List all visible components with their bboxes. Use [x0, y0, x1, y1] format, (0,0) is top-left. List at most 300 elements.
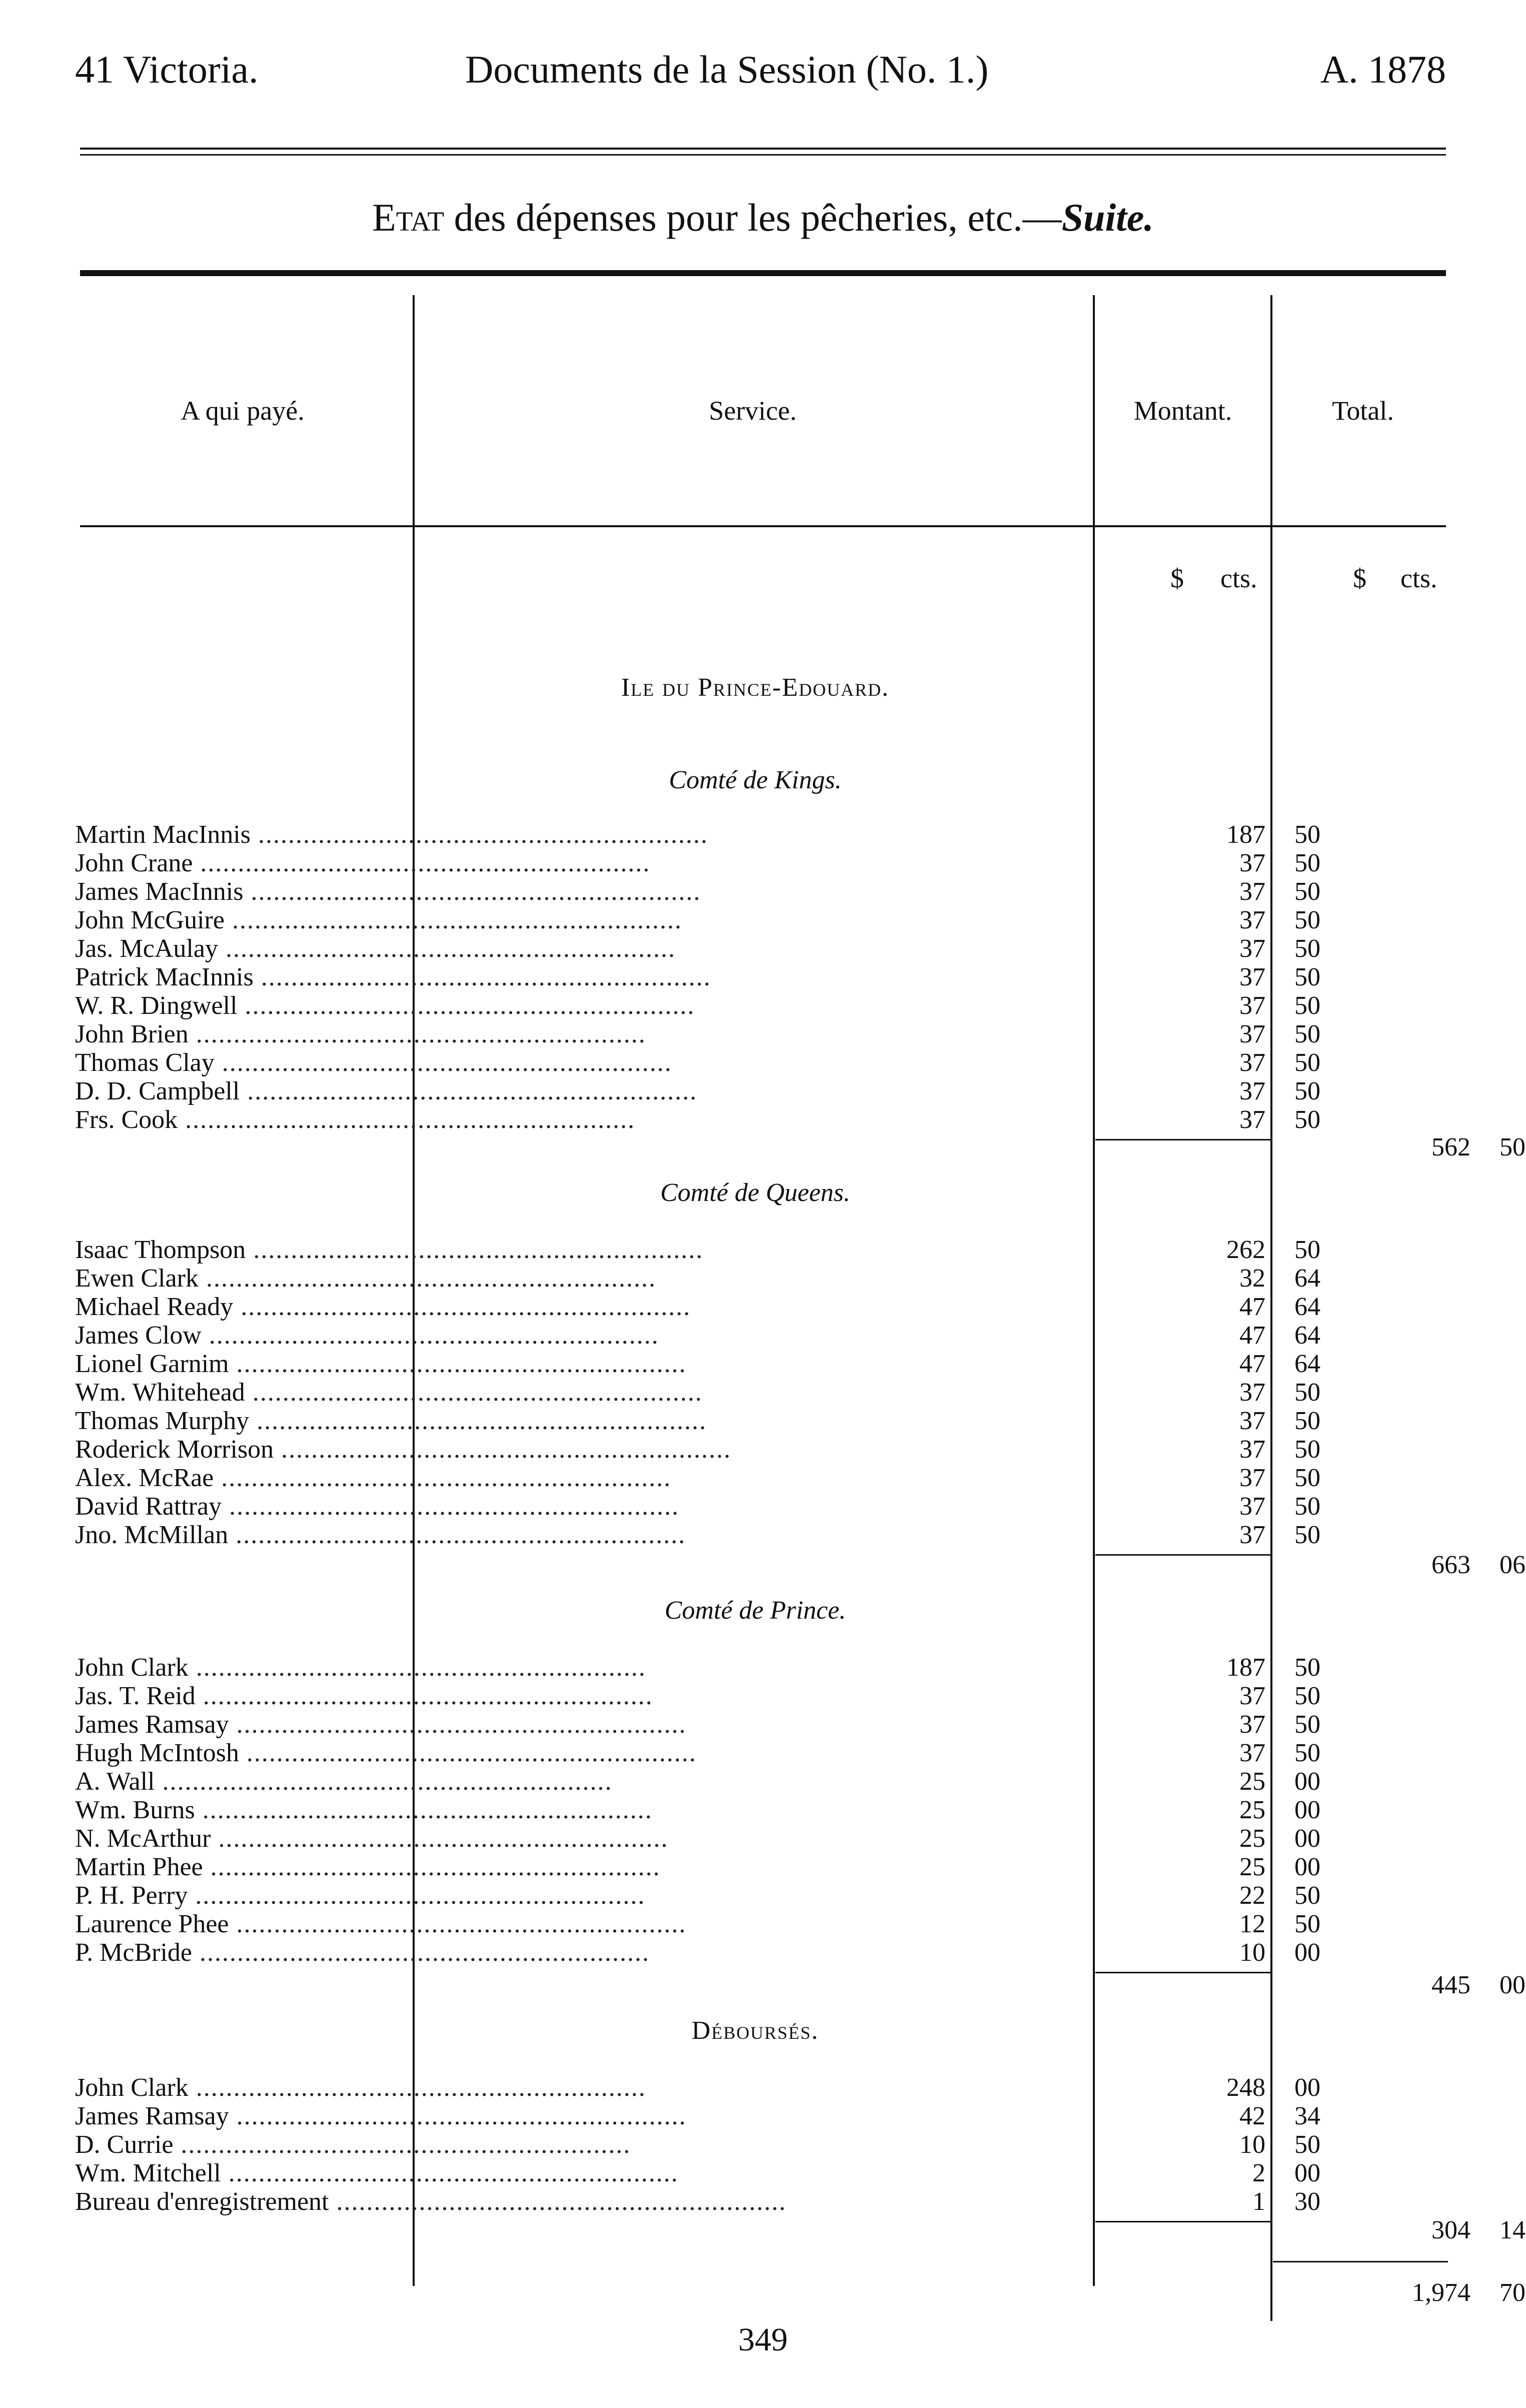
- section-heading: Comté de Prince.: [664, 1596, 846, 1625]
- amount-cents: 64: [1294, 1321, 1320, 1350]
- total-cents: 00: [1499, 1971, 1525, 1999]
- table-row: [75, 1435, 1450, 1464]
- section-total-row: [75, 2216, 1525, 2244]
- table-row: [75, 1492, 1450, 1521]
- header-rule-bottom: [80, 154, 1446, 156]
- section-total: [1340, 1971, 1525, 1999]
- grand-total-row: [75, 2278, 1525, 2307]
- payee-name: Wm. Burns: [75, 1796, 195, 1824]
- payee-name: Laurence Phee: [75, 1910, 229, 1938]
- payee-cell: [75, 963, 711, 991]
- payee-cell: [75, 1020, 646, 1048]
- dot-leader: ............................................................: [211, 1824, 669, 1853]
- payee-cell: [75, 2187, 787, 2216]
- payee-cell: [75, 1464, 672, 1492]
- payee-name: Michael Ready: [75, 1293, 234, 1321]
- amount-cents: 50: [1294, 1710, 1320, 1739]
- payee-cell: [75, 1521, 686, 1549]
- dot-leader: ............................................................: [329, 2187, 787, 2216]
- dot-leader: ............................................................: [193, 849, 651, 877]
- payee-name: P. H. Perry: [75, 1881, 188, 1910]
- total-cents-unit: cts.: [1400, 563, 1437, 593]
- table-row: [75, 1464, 1450, 1492]
- amount-dollars: 25: [1239, 1796, 1265, 1824]
- amount-dollars: 37: [1239, 1492, 1265, 1521]
- amount-dollars: 37: [1239, 1521, 1265, 1549]
- amount-dollars: 37: [1239, 1407, 1265, 1435]
- table-row: [75, 1321, 1450, 1350]
- payee-cell: [75, 1350, 687, 1378]
- table-row: [75, 2130, 1450, 2159]
- dot-leader: ............................................................: [249, 1407, 707, 1435]
- table-row: [75, 877, 1450, 906]
- table-row: [75, 1938, 1450, 1967]
- table-row: [75, 1236, 1450, 1264]
- amount-dollars: 37: [1239, 934, 1265, 963]
- dot-leader: ............................................................: [214, 1464, 672, 1492]
- amount-cell: [1140, 991, 1320, 1020]
- dot-leader: ............................................................: [228, 1521, 686, 1549]
- payee-cell: [75, 1293, 691, 1321]
- table-row: [75, 1105, 1450, 1134]
- dot-leader: ............................................................: [188, 2073, 646, 2102]
- payee-name: James Ramsay: [75, 1710, 229, 1739]
- amount-cents: 50: [1294, 1881, 1320, 1910]
- amount-dollar-unit: $: [1170, 563, 1184, 593]
- dot-leader: ............................................................: [188, 1881, 646, 1910]
- amount-cell: [1140, 1910, 1320, 1938]
- amount-cents: 50: [1294, 1464, 1320, 1492]
- table-row: [75, 1824, 1450, 1853]
- payee-name: A. Wall: [75, 1767, 155, 1796]
- page-number: 349: [738, 2321, 788, 2358]
- table-row: [75, 963, 1450, 991]
- amount-dollars: 37: [1239, 1682, 1265, 1710]
- payee-name: Bureau d'enregistrement: [75, 2187, 329, 2216]
- grand-total-rule: [1273, 2261, 1448, 2262]
- amount-dollars: 37: [1239, 1378, 1265, 1407]
- payee-cell: [75, 1048, 672, 1077]
- amount-dollars: 37: [1239, 1435, 1265, 1464]
- amount-cell: [1140, 934, 1320, 963]
- table-row: [75, 991, 1450, 1020]
- dot-leader: ............................................................: [218, 934, 676, 963]
- dot-leader: ............................................................: [233, 1293, 691, 1321]
- amount-cents: 64: [1294, 1264, 1320, 1293]
- amount-cents: 00: [1294, 2159, 1320, 2187]
- column-head-rule: [80, 525, 1446, 527]
- amount-dollars: 25: [1239, 1824, 1265, 1853]
- amount-cell: [1140, 1321, 1320, 1350]
- dot-leader: ............................................................: [245, 1378, 703, 1407]
- dot-leader: ............................................................: [243, 877, 701, 906]
- payee-cell: [75, 1236, 704, 1264]
- amount-cell: [1140, 1682, 1320, 1710]
- amount-cents: 64: [1294, 1293, 1320, 1321]
- amount-dollars: 10: [1239, 2130, 1265, 2159]
- dot-leader: ............................................................: [237, 991, 695, 1020]
- payee-cell: [75, 906, 682, 934]
- payee-cell: [75, 877, 701, 906]
- table-row: [75, 1020, 1450, 1048]
- amount-cents: 50: [1294, 1048, 1320, 1077]
- table-row: [75, 2102, 1450, 2130]
- payee-name: P. McBride: [75, 1938, 192, 1967]
- amount-cents: 50: [1294, 1407, 1320, 1435]
- table-row: [75, 2159, 1450, 2187]
- amount-dollars: 25: [1239, 1853, 1265, 1881]
- payee-name: James Ramsay: [75, 2102, 229, 2130]
- title-text: des dépenses pour les pêcheries, etc.—: [444, 196, 1062, 239]
- amount-dollars: 37: [1239, 1739, 1265, 1767]
- payee-cell: [75, 1492, 680, 1521]
- title-rule-thick: [80, 270, 1446, 276]
- column-head-service: Service.: [709, 396, 797, 426]
- amount-cents: 50: [1294, 1077, 1320, 1105]
- payee-cell: [75, 1824, 669, 1853]
- payee-cell: [75, 820, 708, 849]
- table-row: [75, 2187, 1450, 2216]
- title-suite: Suite.: [1061, 196, 1154, 239]
- total-cents: 50: [1499, 1133, 1525, 1161]
- payee-cell: [75, 1407, 707, 1435]
- payee-cell: [75, 1105, 636, 1134]
- amount-cents: 30: [1294, 2187, 1320, 2216]
- amount-cell: [1140, 1796, 1320, 1824]
- amount-cents: 50: [1294, 1910, 1320, 1938]
- header-rule-top: [80, 148, 1446, 150]
- amount-cell: [1140, 1105, 1320, 1134]
- amount-cents: 50: [1294, 1435, 1320, 1464]
- total-dollars: 562: [1431, 1133, 1470, 1161]
- dot-leader: ............................................................: [195, 1682, 653, 1710]
- payee-name: James MacInnis: [75, 877, 244, 906]
- amount-dollars: 25: [1239, 1767, 1265, 1796]
- amount-dollars: 262: [1226, 1236, 1265, 1264]
- amount-cell: [1140, 1264, 1320, 1293]
- payee-cell: [75, 1378, 703, 1407]
- column-head-total: Total.: [1332, 396, 1394, 426]
- amount-cents: 50: [1294, 906, 1320, 934]
- table-row: [75, 906, 1450, 934]
- dot-leader: ............................................................: [229, 1910, 687, 1938]
- payee-name: Alex. McRae: [75, 1464, 214, 1492]
- amount-dollars: 37: [1239, 1464, 1265, 1492]
- payee-cell: [75, 1264, 656, 1293]
- amount-cell: [1140, 877, 1320, 906]
- amount-cell: [1140, 1077, 1320, 1105]
- amount-cell: [1140, 2073, 1320, 2102]
- payee-cell: [75, 1739, 697, 1767]
- dot-leader: ............................................................: [229, 1710, 687, 1739]
- amount-dollars: 47: [1239, 1293, 1265, 1321]
- dot-leader: ............................................................: [221, 2159, 679, 2187]
- table-row: [75, 1048, 1450, 1077]
- header-year: A. 1878: [1320, 48, 1446, 91]
- dot-leader: ............................................................: [188, 1020, 646, 1048]
- amount-cents: 50: [1294, 1105, 1320, 1134]
- amount-cell: [1140, 1048, 1320, 1077]
- amount-cell: [1140, 1020, 1320, 1048]
- table-row: [75, 1796, 1450, 1824]
- dot-leader: ............................................................: [274, 1435, 732, 1464]
- total-dollars: 663: [1431, 1551, 1470, 1579]
- amount-cell: [1140, 2187, 1320, 2216]
- dot-leader: ............................................................: [155, 1767, 613, 1796]
- dot-leader: ............................................................: [253, 963, 711, 991]
- grand-total-cents: 70: [1499, 2278, 1525, 2307]
- payee-name: Frs. Cook: [75, 1105, 178, 1134]
- amount-dollars: 22: [1239, 1881, 1265, 1910]
- amount-dollars: 37: [1239, 906, 1265, 934]
- province-heading: Ile du Prince-Edouard.: [621, 673, 890, 702]
- payee-name: Martin MacInnis: [75, 820, 251, 849]
- section-total-row: [75, 1133, 1525, 1161]
- amount-dollars: 32: [1239, 1264, 1265, 1293]
- amount-cents: 00: [1294, 1853, 1320, 1881]
- table-row: [75, 1910, 1450, 1938]
- section-total: [1340, 1551, 1525, 1579]
- payee-name: Thomas Clay: [75, 1048, 215, 1077]
- dot-leader: ............................................................: [240, 1077, 698, 1105]
- table-row: [75, 1521, 1450, 1549]
- payee-cell: [75, 1853, 661, 1881]
- payee-cell: [75, 1796, 653, 1824]
- amount-dollars: 47: [1239, 1350, 1265, 1378]
- payee-name: Jno. McMillan: [75, 1521, 229, 1549]
- table-row: [75, 1710, 1450, 1739]
- total-cents: 06: [1499, 1551, 1525, 1579]
- amount-cell: [1140, 906, 1320, 934]
- section-total: [1340, 1133, 1525, 1161]
- payee-cell: [75, 1435, 732, 1464]
- payee-name: Isaac Thompson: [75, 1236, 246, 1264]
- dot-leader: ............................................................: [224, 906, 682, 934]
- dot-leader: ............................................................: [229, 2102, 687, 2130]
- table-row: [75, 1350, 1450, 1378]
- dot-leader: ............................................................: [188, 1653, 646, 1682]
- header-regnal-year: 41 Victoria.: [75, 48, 259, 91]
- table-row: [75, 1407, 1450, 1435]
- payee-cell: [75, 2159, 679, 2187]
- amount-cents: 50: [1294, 1236, 1320, 1264]
- title-etat: Etat: [372, 196, 445, 239]
- amount-cents: 50: [1294, 820, 1320, 849]
- amount-cell: [1140, 2159, 1320, 2187]
- section-heading: Déboursés.: [691, 2016, 819, 2045]
- dot-leader: ............................................................: [250, 820, 708, 849]
- payee-cell: [75, 2130, 631, 2159]
- amount-cents: 50: [1294, 963, 1320, 991]
- payee-name: John Clark: [75, 2073, 189, 2102]
- amount-cents: 50: [1294, 934, 1320, 963]
- payee-cell: [75, 1938, 650, 1967]
- amount-cell: [1140, 849, 1320, 877]
- amount-cell: [1140, 1824, 1320, 1853]
- amount-cell: [1140, 2130, 1320, 2159]
- payee-name: Ewen Clark: [75, 1264, 199, 1293]
- payee-name: D. D. Campbell: [75, 1077, 240, 1105]
- section-total: [1340, 2216, 1525, 2244]
- amount-cents: 50: [1294, 877, 1320, 906]
- amount-cell: [1140, 1938, 1320, 1967]
- amount-cents: 00: [1294, 1796, 1320, 1824]
- amount-cents: 00: [1294, 1767, 1320, 1796]
- amount-dollars: 2: [1252, 2159, 1265, 2187]
- amount-cell: [1140, 1767, 1320, 1796]
- amount-cell: [1140, 2102, 1320, 2130]
- payee-name: John McGuire: [75, 906, 225, 934]
- column-head-amount: Montant.: [1133, 396, 1232, 426]
- amount-cell: [1140, 1653, 1320, 1682]
- payee-name: D. Currie: [75, 2130, 174, 2159]
- dot-leader: ............................................................: [214, 1048, 672, 1077]
- amount-cell: [1140, 1293, 1320, 1321]
- payee-cell: [75, 1077, 698, 1105]
- payee-cell: [75, 934, 676, 963]
- payee-cell: [75, 2102, 687, 2130]
- table-row: [75, 1264, 1450, 1293]
- payee-name: Lionel Garnim: [75, 1350, 229, 1378]
- amount-cents: 50: [1294, 1020, 1320, 1048]
- payee-name: Hugh McIntosh: [75, 1739, 239, 1767]
- table-row: [75, 1077, 1450, 1105]
- table-row: [75, 1881, 1450, 1910]
- dot-leader: ............................................................: [203, 1853, 661, 1881]
- amount-dollars: 12: [1239, 1910, 1265, 1938]
- amount-cell: [1140, 1435, 1320, 1464]
- payee-name: Jas. T. Reid: [75, 1682, 196, 1710]
- table-row: [75, 820, 1450, 849]
- table-row: [75, 1682, 1450, 1710]
- table-row: [75, 849, 1450, 877]
- amount-cents: 00: [1294, 1824, 1320, 1853]
- payee-name: N. McArthur: [75, 1824, 211, 1853]
- amount-dollars: 37: [1239, 1020, 1265, 1048]
- total-dollars: 304: [1431, 2216, 1470, 2244]
- payee-name: Martin Phee: [75, 1853, 203, 1881]
- payee-cell: [75, 1767, 613, 1796]
- amount-dollars: 37: [1239, 963, 1265, 991]
- table-row: [75, 1739, 1450, 1767]
- amount-cell: [1140, 1853, 1320, 1881]
- amount-dollars: 1: [1252, 2187, 1265, 2216]
- dot-leader: ............................................................: [222, 1492, 680, 1521]
- dot-leader: ............................................................: [198, 1264, 656, 1293]
- payee-name: W. R. Dingwell: [75, 991, 238, 1020]
- amount-dollars: 37: [1239, 1048, 1265, 1077]
- amount-cents: 00: [1294, 2073, 1320, 2102]
- amount-cell: [1140, 963, 1320, 991]
- payee-name: John Clark: [75, 1653, 189, 1682]
- payee-cell: [75, 2073, 646, 2102]
- amount-dollars: 37: [1239, 849, 1265, 877]
- payee-name: John Crane: [75, 849, 193, 877]
- amount-cell: [1140, 1739, 1320, 1767]
- amount-cell: [1140, 1492, 1320, 1521]
- amount-cell: [1140, 1378, 1320, 1407]
- amount-cents: 50: [1294, 1682, 1320, 1710]
- table-row: [75, 1767, 1450, 1796]
- payee-name: Thomas Murphy: [75, 1407, 250, 1435]
- table-row: [75, 934, 1450, 963]
- table-row: [75, 1653, 1450, 1682]
- amount-cell: [1140, 1350, 1320, 1378]
- amount-dollars: 37: [1239, 877, 1265, 906]
- dot-leader: ............................................................: [201, 1321, 659, 1350]
- amount-cell: [1140, 1521, 1320, 1549]
- total-dollars: 445: [1431, 1971, 1470, 1999]
- amount-cents: 50: [1294, 2130, 1320, 2159]
- amount-dollars: 248: [1226, 2073, 1265, 2102]
- section-heading: Comté de Kings.: [669, 766, 842, 794]
- column-head-payee: A qui payé.: [181, 396, 305, 426]
- payee-name: John Brien: [75, 1020, 189, 1048]
- dot-leader: ............................................................: [173, 2130, 631, 2159]
- amount-dollars: 10: [1239, 1938, 1265, 1967]
- amount-dollars: 187: [1226, 1653, 1265, 1682]
- header-session-documents: Documents de la Session (No. 1.): [465, 48, 989, 91]
- table-row: [75, 1853, 1450, 1881]
- amount-dollars: 47: [1239, 1321, 1265, 1350]
- amount-cents: 64: [1294, 1350, 1320, 1378]
- amount-cents: 50: [1294, 991, 1320, 1020]
- amount-dollars: 37: [1239, 1077, 1265, 1105]
- amount-cents: 50: [1294, 1521, 1320, 1549]
- payee-name: David Rattray: [75, 1492, 222, 1521]
- amount-cents-unit: cts.: [1220, 563, 1257, 593]
- table-row: [75, 1378, 1450, 1407]
- payee-name: Jas. McAulay: [75, 934, 218, 963]
- amount-cell: [1140, 820, 1320, 849]
- payee-cell: [75, 1881, 646, 1910]
- payee-cell: [75, 1321, 659, 1350]
- dot-leader: ............................................................: [239, 1739, 697, 1767]
- section-total-row: [75, 1551, 1525, 1579]
- payee-name: Roderick Morrison: [75, 1435, 274, 1464]
- amount-cell: [1140, 1881, 1320, 1910]
- section-total-row: [75, 1971, 1525, 1999]
- table-row: [75, 1293, 1450, 1321]
- amount-dollars: 37: [1239, 991, 1265, 1020]
- dot-leader: ............................................................: [195, 1796, 653, 1824]
- amount-cents: 50: [1294, 1739, 1320, 1767]
- amount-dollars: 42: [1239, 2102, 1265, 2130]
- amount-cents: 00: [1294, 1938, 1320, 1967]
- total-cents: 14: [1499, 2216, 1525, 2244]
- payee-name: Wm. Mitchell: [75, 2159, 221, 2187]
- dot-leader: ............................................................: [229, 1350, 687, 1378]
- amount-cell: [1140, 1407, 1320, 1435]
- table-row: [75, 2073, 1450, 2102]
- amount-dollars: 37: [1239, 1105, 1265, 1134]
- payee-cell: [75, 1710, 687, 1739]
- dot-leader: ............................................................: [178, 1105, 636, 1134]
- amount-cents: 50: [1294, 1492, 1320, 1521]
- amount-cents: 50: [1294, 1653, 1320, 1682]
- payee-name: Patrick MacInnis: [75, 963, 254, 991]
- payee-cell: [75, 849, 651, 877]
- table-title: [0, 195, 1526, 240]
- amount-dollars: 37: [1239, 1710, 1265, 1739]
- dot-leader: ............................................................: [246, 1236, 704, 1264]
- grand-total: [1340, 2278, 1525, 2307]
- payee-name: Wm. Whitehead: [75, 1378, 245, 1407]
- amount-cell: [1140, 1464, 1320, 1492]
- payee-cell: [75, 1910, 687, 1938]
- amount-cents: 50: [1294, 1378, 1320, 1407]
- payee-cell: [75, 991, 695, 1020]
